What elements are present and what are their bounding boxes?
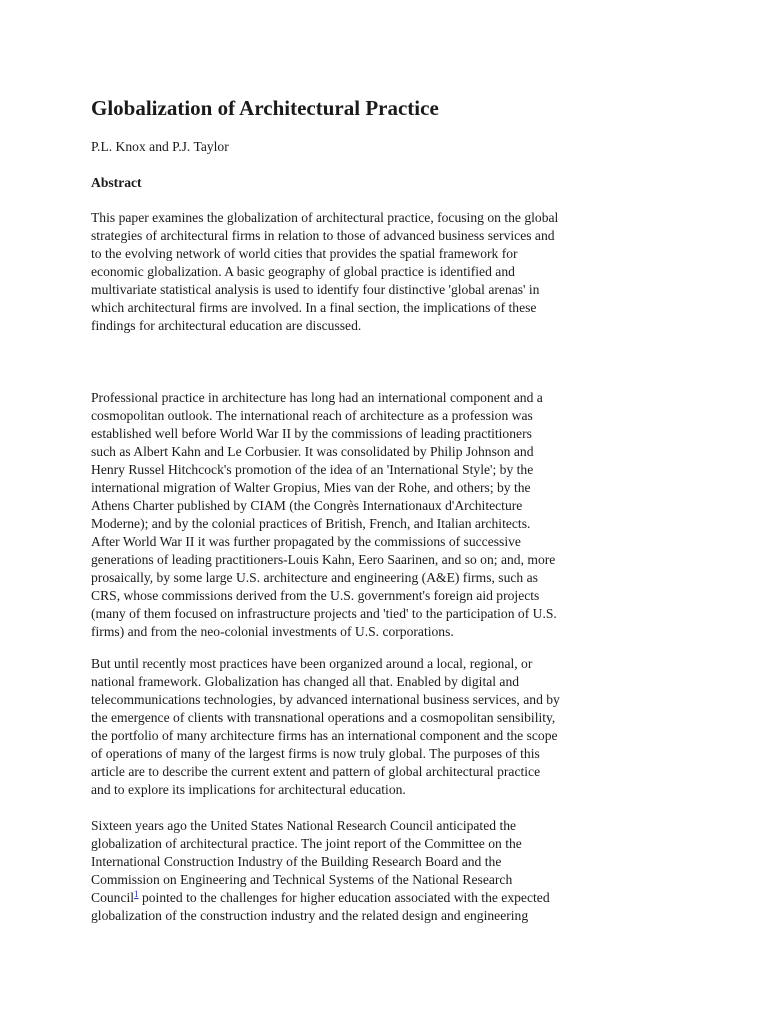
text-line: generations of leading practitioners-Louis Kahn, Eero Saarinen, and so on; and, more xyxy=(91,552,556,567)
footnote-line-start: Council xyxy=(91,890,135,905)
text-line: prosaically, by some large U.S. architecture and engineering (A&E) firms, such as xyxy=(91,570,538,585)
text-line: findings for architectural education are discussed. xyxy=(91,318,362,333)
text-line: international migration of Walter Gropius, Mies van der Rohe, and others; by the xyxy=(91,480,531,495)
body-paragraph-1 xyxy=(91,389,591,641)
text-line: firms) and from the neo-colonial investments of U.S. corporations. xyxy=(91,624,454,639)
abstract-heading: Abstract xyxy=(91,175,142,190)
text-line: and to explore its implications for architectural education. xyxy=(91,782,406,797)
text-line: telecommunications technologies, by advanced international business services, and by xyxy=(91,692,560,707)
text-line: to the evolving network of world cities that provides the spatial framework for xyxy=(91,246,518,261)
text-line: Athens Charter published by CIAM (the Congrès Internationaux d'Architecture xyxy=(91,498,523,513)
text-line: economic globalization. A basic geography of global practice is identified and xyxy=(91,264,515,279)
text-line: Commission on Engineering and Technical Systems of the National Research xyxy=(91,872,513,887)
text-line: such as Albert Kahn and Le Corbusier. It was consolidated by Philip Johnson and xyxy=(91,444,534,459)
footnote-line-end: pointed to the challenges for higher education associated with the expected xyxy=(138,890,550,905)
text-line: multivariate statistical analysis is used to identify four distinctive 'global arenas' in xyxy=(91,282,540,297)
text-line: Sixteen years ago the United States National Research Council anticipated the xyxy=(91,818,517,833)
text-line: Professional practice in architecture has long had an international component and a xyxy=(91,390,543,405)
text-line: established well before World War II by the commissions of leading practitioners xyxy=(91,426,532,441)
abstract-paragraph xyxy=(91,209,591,335)
text-line: cosmopolitan outlook. The international reach of architecture as a profession was xyxy=(91,408,533,423)
footnote-link[interactable]: 1 xyxy=(134,889,139,899)
text-line: Moderne); and by the colonial practices of British, French, and Italian architects. xyxy=(91,516,531,531)
text-line: International Construction Industry of the Building Research Board and the xyxy=(91,854,502,869)
text-line: This paper examines the globalization of architectural practice, focusing on the global xyxy=(91,210,559,225)
text-line: Henry Russel Hitchcock's promotion of the idea of an 'International Style'; by the xyxy=(91,462,534,477)
document-title: Globalization of Architectural Practice xyxy=(91,96,439,120)
text-line: which architectural firms are involved. In a final section, the implications of these xyxy=(91,300,537,315)
text-line-with-footnote xyxy=(91,889,591,907)
text-line: of operations of many of the largest firms is now truly global. The purposes of this xyxy=(91,746,540,761)
text-line: globalization of the construction industry and the related design and engineering xyxy=(91,908,529,923)
text-line: the portfolio of many architecture firms has an international component and the scope xyxy=(91,728,558,743)
text-line: national framework. Globalization has changed all that. Enabled by digital and xyxy=(91,674,520,689)
text-line: globalization of architectural practice. The joint report of the Committee on the xyxy=(91,836,522,851)
text-line: CRS, whose commissions derived from the U.S. government's foreign aid projects xyxy=(91,588,540,603)
body-paragraph-2 xyxy=(91,655,591,799)
body-paragraph-3 xyxy=(91,817,591,925)
text-line: strategies of architectural firms in relation to those of advanced business services and xyxy=(91,228,555,243)
text-line: article are to describe the current extent and pattern of global architectural practice xyxy=(91,764,541,779)
text-line: After World War II it was further propagated by the commissions of successive xyxy=(91,534,521,549)
text-line: (many of them focused on infrastructure projects and 'tied' to the participation of U.S. xyxy=(91,606,557,621)
authors-line: P.L. Knox and P.J. Taylor xyxy=(91,139,229,154)
text-line: But until recently most practices have been organized around a local, regional, or xyxy=(91,656,533,671)
text-line: the emergence of clients with transnational operations and a cosmopolitan sensibility, xyxy=(91,710,556,725)
